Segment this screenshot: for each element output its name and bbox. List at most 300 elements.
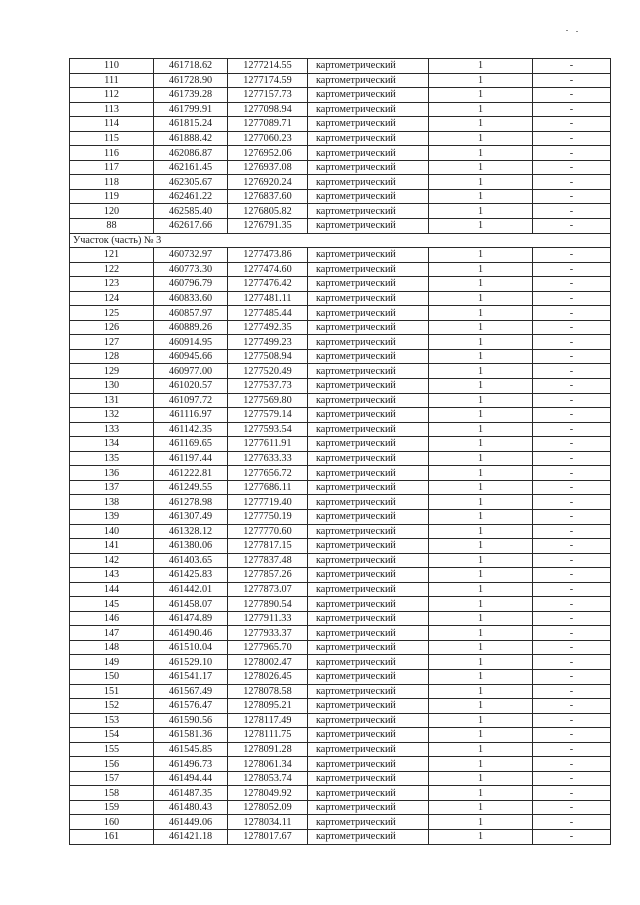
method-cell: картометрический: [308, 640, 429, 655]
y-coordinate-cell: 1277089.71: [228, 117, 308, 132]
x-coordinate-cell: 461449.06: [154, 815, 228, 830]
point-number-cell: 140: [70, 524, 154, 539]
note-cell: -: [533, 437, 611, 452]
y-coordinate-cell: 1277817.15: [228, 539, 308, 554]
accuracy-cell: 1: [429, 335, 533, 350]
accuracy-cell: 1: [429, 568, 533, 583]
note-cell: -: [533, 160, 611, 175]
point-number-cell: 113: [70, 102, 154, 117]
x-coordinate-cell: 460796.79: [154, 277, 228, 292]
method-cell: картометрический: [308, 262, 429, 277]
method-cell: картометрический: [308, 480, 429, 495]
point-number-cell: 146: [70, 611, 154, 626]
table-row: [70, 480, 611, 495]
point-number-cell: 136: [70, 466, 154, 481]
note-cell: -: [533, 379, 611, 394]
accuracy-cell: 1: [429, 204, 533, 219]
accuracy-cell: 1: [429, 219, 533, 234]
table-row: [70, 59, 611, 74]
point-number-cell: 161: [70, 829, 154, 844]
method-cell: картометрический: [308, 509, 429, 524]
y-coordinate-cell: 1276837.60: [228, 189, 308, 204]
note-cell: -: [533, 699, 611, 714]
x-coordinate-cell: 462461.22: [154, 189, 228, 204]
note-cell: -: [533, 509, 611, 524]
x-coordinate-cell: 460977.00: [154, 364, 228, 379]
accuracy-cell: 1: [429, 539, 533, 554]
y-coordinate-cell: 1277873.07: [228, 582, 308, 597]
accuracy-cell: 1: [429, 88, 533, 103]
method-cell: картометрический: [308, 611, 429, 626]
x-coordinate-cell: 461097.72: [154, 393, 228, 408]
y-coordinate-cell: 1276952.06: [228, 146, 308, 161]
method-cell: картометрический: [308, 73, 429, 88]
method-cell: картометрический: [308, 524, 429, 539]
method-cell: картометрический: [308, 466, 429, 481]
method-cell: картометрический: [308, 335, 429, 350]
note-cell: -: [533, 553, 611, 568]
table-row: [70, 466, 611, 481]
y-coordinate-cell: 1277508.94: [228, 349, 308, 364]
table-row: [70, 262, 611, 277]
accuracy-cell: 1: [429, 713, 533, 728]
table-row: [70, 393, 611, 408]
table-row: [70, 742, 611, 757]
accuracy-cell: 1: [429, 320, 533, 335]
x-coordinate-cell: 461425.83: [154, 568, 228, 583]
point-number-cell: 154: [70, 728, 154, 743]
accuracy-cell: 1: [429, 466, 533, 481]
point-number-cell: 145: [70, 597, 154, 612]
y-coordinate-cell: 1278078.58: [228, 684, 308, 699]
note-cell: -: [533, 364, 611, 379]
point-number-cell: 151: [70, 684, 154, 699]
point-number-cell: 124: [70, 291, 154, 306]
method-cell: картометрический: [308, 117, 429, 132]
method-cell: картометрический: [308, 160, 429, 175]
x-coordinate-cell: 461567.49: [154, 684, 228, 699]
note-cell: -: [533, 306, 611, 321]
table-row: [70, 175, 611, 190]
table-row: [70, 219, 611, 234]
accuracy-cell: 1: [429, 495, 533, 510]
method-cell: картометрический: [308, 393, 429, 408]
table-row: [70, 117, 611, 132]
x-coordinate-cell: 461739.28: [154, 88, 228, 103]
note-cell: -: [533, 131, 611, 146]
point-number-cell: 156: [70, 757, 154, 772]
accuracy-cell: 1: [429, 728, 533, 743]
accuracy-cell: 1: [429, 480, 533, 495]
method-cell: картометрический: [308, 771, 429, 786]
y-coordinate-cell: 1277770.60: [228, 524, 308, 539]
table-row: [70, 713, 611, 728]
y-coordinate-cell: 1277686.11: [228, 480, 308, 495]
table-row: [70, 611, 611, 626]
y-coordinate-cell: 1277485.44: [228, 306, 308, 321]
accuracy-cell: 1: [429, 262, 533, 277]
table-row: [70, 189, 611, 204]
note-cell: -: [533, 291, 611, 306]
accuracy-cell: 1: [429, 189, 533, 204]
y-coordinate-cell: 1277098.94: [228, 102, 308, 117]
point-number-cell: 149: [70, 655, 154, 670]
table-row: [70, 757, 611, 772]
scan-speck: [576, 31, 578, 32]
table-row: [70, 524, 611, 539]
x-coordinate-cell: 460857.97: [154, 306, 228, 321]
accuracy-cell: 1: [429, 553, 533, 568]
y-coordinate-cell: 1277476.42: [228, 277, 308, 292]
table-row: [70, 815, 611, 830]
y-coordinate-cell: 1278117.49: [228, 713, 308, 728]
method-cell: картометрический: [308, 582, 429, 597]
accuracy-cell: 1: [429, 393, 533, 408]
method-cell: картометрический: [308, 379, 429, 394]
y-coordinate-cell: 1278017.67: [228, 829, 308, 844]
table-row: [70, 248, 611, 263]
method-cell: картометрический: [308, 815, 429, 830]
y-coordinate-cell: 1277911.33: [228, 611, 308, 626]
accuracy-cell: 1: [429, 771, 533, 786]
y-coordinate-cell: 1277520.49: [228, 364, 308, 379]
note-cell: -: [533, 684, 611, 699]
note-cell: -: [533, 466, 611, 481]
point-number-cell: 153: [70, 713, 154, 728]
method-cell: картометрический: [308, 146, 429, 161]
table-row: [70, 335, 611, 350]
accuracy-cell: 1: [429, 815, 533, 830]
table-row: [70, 204, 611, 219]
accuracy-cell: 1: [429, 277, 533, 292]
note-cell: -: [533, 146, 611, 161]
y-coordinate-cell: 1278026.45: [228, 669, 308, 684]
y-coordinate-cell: 1277157.73: [228, 88, 308, 103]
y-coordinate-cell: 1277537.73: [228, 379, 308, 394]
note-cell: -: [533, 800, 611, 815]
method-cell: картометрический: [308, 699, 429, 714]
accuracy-cell: 1: [429, 379, 533, 394]
table-row: [70, 684, 611, 699]
point-number-cell: 118: [70, 175, 154, 190]
y-coordinate-cell: 1277857.26: [228, 568, 308, 583]
point-number-cell: 129: [70, 364, 154, 379]
point-number-cell: 125: [70, 306, 154, 321]
point-number-cell: 132: [70, 408, 154, 423]
note-cell: -: [533, 713, 611, 728]
note-cell: -: [533, 175, 611, 190]
y-coordinate-cell: 1277750.19: [228, 509, 308, 524]
table-row: [70, 786, 611, 801]
note-cell: -: [533, 59, 611, 74]
table-row: [70, 379, 611, 394]
x-coordinate-cell: 462161.45: [154, 160, 228, 175]
method-cell: картометрический: [308, 248, 429, 263]
table-row: [70, 102, 611, 117]
method-cell: картометрический: [308, 204, 429, 219]
x-coordinate-cell: 462305.67: [154, 175, 228, 190]
y-coordinate-cell: 1278052.09: [228, 800, 308, 815]
x-coordinate-cell: 461278.98: [154, 495, 228, 510]
point-number-cell: 144: [70, 582, 154, 597]
x-coordinate-cell: 461458.07: [154, 597, 228, 612]
table-row: [70, 553, 611, 568]
x-coordinate-cell: 461545.85: [154, 742, 228, 757]
point-number-cell: 131: [70, 393, 154, 408]
note-cell: -: [533, 626, 611, 641]
table-row: [70, 306, 611, 321]
method-cell: картометрический: [308, 422, 429, 437]
x-coordinate-cell: 461728.90: [154, 73, 228, 88]
y-coordinate-cell: 1278091.28: [228, 742, 308, 757]
note-cell: -: [533, 88, 611, 103]
y-coordinate-cell: 1277656.72: [228, 466, 308, 481]
x-coordinate-cell: 462585.40: [154, 204, 228, 219]
note-cell: -: [533, 582, 611, 597]
x-coordinate-cell: 461474.89: [154, 611, 228, 626]
point-number-cell: 120: [70, 204, 154, 219]
y-coordinate-cell: 1278002.47: [228, 655, 308, 670]
table-row: [70, 320, 611, 335]
y-coordinate-cell: 1278053.74: [228, 771, 308, 786]
point-number-cell: 137: [70, 480, 154, 495]
method-cell: картометрический: [308, 626, 429, 641]
y-coordinate-cell: 1277481.11: [228, 291, 308, 306]
x-coordinate-cell: 460945.66: [154, 349, 228, 364]
point-number-cell: 135: [70, 451, 154, 466]
section-header-row: [70, 233, 611, 248]
table-row: [70, 626, 611, 641]
accuracy-cell: 1: [429, 306, 533, 321]
x-coordinate-cell: 461888.42: [154, 131, 228, 146]
accuracy-cell: 1: [429, 437, 533, 452]
accuracy-cell: 1: [429, 509, 533, 524]
y-coordinate-cell: 1277933.37: [228, 626, 308, 641]
note-cell: -: [533, 189, 611, 204]
y-coordinate-cell: 1277593.54: [228, 422, 308, 437]
method-cell: картометрический: [308, 786, 429, 801]
accuracy-cell: 1: [429, 626, 533, 641]
y-coordinate-cell: 1277214.55: [228, 59, 308, 74]
accuracy-cell: 1: [429, 582, 533, 597]
x-coordinate-cell: 461480.43: [154, 800, 228, 815]
note-cell: -: [533, 262, 611, 277]
x-coordinate-cell: 461529.10: [154, 655, 228, 670]
point-number-cell: 123: [70, 277, 154, 292]
table-row: [70, 800, 611, 815]
table-row: [70, 160, 611, 175]
point-number-cell: 148: [70, 640, 154, 655]
table-row: [70, 364, 611, 379]
y-coordinate-cell: 1277492.35: [228, 320, 308, 335]
accuracy-cell: 1: [429, 669, 533, 684]
note-cell: -: [533, 495, 611, 510]
note-cell: -: [533, 829, 611, 844]
method-cell: картометрический: [308, 306, 429, 321]
x-coordinate-cell: 461581.36: [154, 728, 228, 743]
table-row: [70, 73, 611, 88]
note-cell: -: [533, 320, 611, 335]
table-row: [70, 669, 611, 684]
method-cell: картометрический: [308, 364, 429, 379]
x-coordinate-cell: 461116.97: [154, 408, 228, 423]
note-cell: -: [533, 102, 611, 117]
point-number-cell: 147: [70, 626, 154, 641]
method-cell: картометрический: [308, 291, 429, 306]
x-coordinate-cell: 460914.95: [154, 335, 228, 350]
point-number-cell: 139: [70, 509, 154, 524]
y-coordinate-cell: 1277579.14: [228, 408, 308, 423]
method-cell: картометрический: [308, 568, 429, 583]
point-number-cell: 143: [70, 568, 154, 583]
note-cell: -: [533, 728, 611, 743]
y-coordinate-cell: 1277890.54: [228, 597, 308, 612]
table-row: [70, 451, 611, 466]
point-number-cell: 112: [70, 88, 154, 103]
accuracy-cell: 1: [429, 146, 533, 161]
note-cell: -: [533, 451, 611, 466]
x-coordinate-cell: 462617.66: [154, 219, 228, 234]
method-cell: картометрический: [308, 437, 429, 452]
x-coordinate-cell: 461442.01: [154, 582, 228, 597]
note-cell: -: [533, 480, 611, 495]
note-cell: -: [533, 742, 611, 757]
accuracy-cell: 1: [429, 349, 533, 364]
accuracy-cell: 1: [429, 829, 533, 844]
point-number-cell: 111: [70, 73, 154, 88]
note-cell: -: [533, 349, 611, 364]
x-coordinate-cell: 461222.81: [154, 466, 228, 481]
note-cell: -: [533, 335, 611, 350]
x-coordinate-cell: 461249.55: [154, 480, 228, 495]
accuracy-cell: 1: [429, 175, 533, 190]
note-cell: -: [533, 757, 611, 772]
method-cell: картометрический: [308, 219, 429, 234]
point-number-cell: 128: [70, 349, 154, 364]
table-row: [70, 495, 611, 510]
table-row: [70, 422, 611, 437]
accuracy-cell: 1: [429, 699, 533, 714]
method-cell: картометрический: [308, 713, 429, 728]
point-number-cell: 160: [70, 815, 154, 830]
table-row: [70, 277, 611, 292]
y-coordinate-cell: 1277633.33: [228, 451, 308, 466]
table-row: [70, 146, 611, 161]
method-cell: картометрический: [308, 829, 429, 844]
accuracy-cell: 1: [429, 611, 533, 626]
method-cell: картометрический: [308, 102, 429, 117]
note-cell: -: [533, 117, 611, 132]
point-number-cell: 126: [70, 320, 154, 335]
note-cell: -: [533, 393, 611, 408]
point-number-cell: 130: [70, 379, 154, 394]
accuracy-cell: 1: [429, 408, 533, 423]
method-cell: картометрический: [308, 495, 429, 510]
point-number-cell: 121: [70, 248, 154, 263]
accuracy-cell: 1: [429, 364, 533, 379]
table-row: [70, 437, 611, 452]
accuracy-cell: 1: [429, 655, 533, 670]
accuracy-cell: 1: [429, 59, 533, 74]
table-row: [70, 655, 611, 670]
x-coordinate-cell: 462086.87: [154, 146, 228, 161]
coordinates-table: [69, 58, 611, 845]
table-row: [70, 291, 611, 306]
y-coordinate-cell: 1276937.08: [228, 160, 308, 175]
note-cell: -: [533, 248, 611, 263]
scan-speck: [566, 30, 568, 31]
point-number-cell: 127: [70, 335, 154, 350]
point-number-cell: 117: [70, 160, 154, 175]
method-cell: картометрический: [308, 88, 429, 103]
note-cell: -: [533, 669, 611, 684]
y-coordinate-cell: 1276805.82: [228, 204, 308, 219]
method-cell: картометрический: [308, 277, 429, 292]
x-coordinate-cell: 461510.04: [154, 640, 228, 655]
y-coordinate-cell: 1276791.35: [228, 219, 308, 234]
note-cell: -: [533, 422, 611, 437]
accuracy-cell: 1: [429, 248, 533, 263]
table-row: [70, 539, 611, 554]
table-row: [70, 131, 611, 146]
point-number-cell: 122: [70, 262, 154, 277]
method-cell: картометрический: [308, 349, 429, 364]
accuracy-cell: 1: [429, 451, 533, 466]
x-coordinate-cell: 461380.06: [154, 539, 228, 554]
x-coordinate-cell: 460833.60: [154, 291, 228, 306]
point-number-cell: 115: [70, 131, 154, 146]
method-cell: картометрический: [308, 451, 429, 466]
table-row: [70, 597, 611, 612]
note-cell: -: [533, 219, 611, 234]
point-number-cell: 110: [70, 59, 154, 74]
x-coordinate-cell: 461490.46: [154, 626, 228, 641]
x-coordinate-cell: 461496.73: [154, 757, 228, 772]
point-number-cell: 150: [70, 669, 154, 684]
table-row: [70, 88, 611, 103]
table-row: [70, 829, 611, 844]
y-coordinate-cell: 1276920.24: [228, 175, 308, 190]
accuracy-cell: 1: [429, 800, 533, 815]
accuracy-cell: 1: [429, 117, 533, 132]
x-coordinate-cell: 461799.91: [154, 102, 228, 117]
method-cell: картометрический: [308, 189, 429, 204]
method-cell: картометрический: [308, 175, 429, 190]
y-coordinate-cell: 1277837.48: [228, 553, 308, 568]
x-coordinate-cell: 460732.97: [154, 248, 228, 263]
point-number-cell: 157: [70, 771, 154, 786]
table-row: [70, 408, 611, 423]
x-coordinate-cell: 461403.65: [154, 553, 228, 568]
note-cell: -: [533, 408, 611, 423]
method-cell: картометрический: [308, 320, 429, 335]
y-coordinate-cell: 1278034.11: [228, 815, 308, 830]
accuracy-cell: 1: [429, 102, 533, 117]
x-coordinate-cell: 460889.26: [154, 320, 228, 335]
note-cell: -: [533, 73, 611, 88]
accuracy-cell: 1: [429, 742, 533, 757]
point-number-cell: 158: [70, 786, 154, 801]
y-coordinate-cell: 1277569.80: [228, 393, 308, 408]
y-coordinate-cell: 1278061.34: [228, 757, 308, 772]
x-coordinate-cell: 461421.18: [154, 829, 228, 844]
note-cell: -: [533, 815, 611, 830]
accuracy-cell: 1: [429, 160, 533, 175]
y-coordinate-cell: 1277965.70: [228, 640, 308, 655]
y-coordinate-cell: 1277473.86: [228, 248, 308, 263]
x-coordinate-cell: 461307.49: [154, 509, 228, 524]
x-coordinate-cell: 460773.30: [154, 262, 228, 277]
